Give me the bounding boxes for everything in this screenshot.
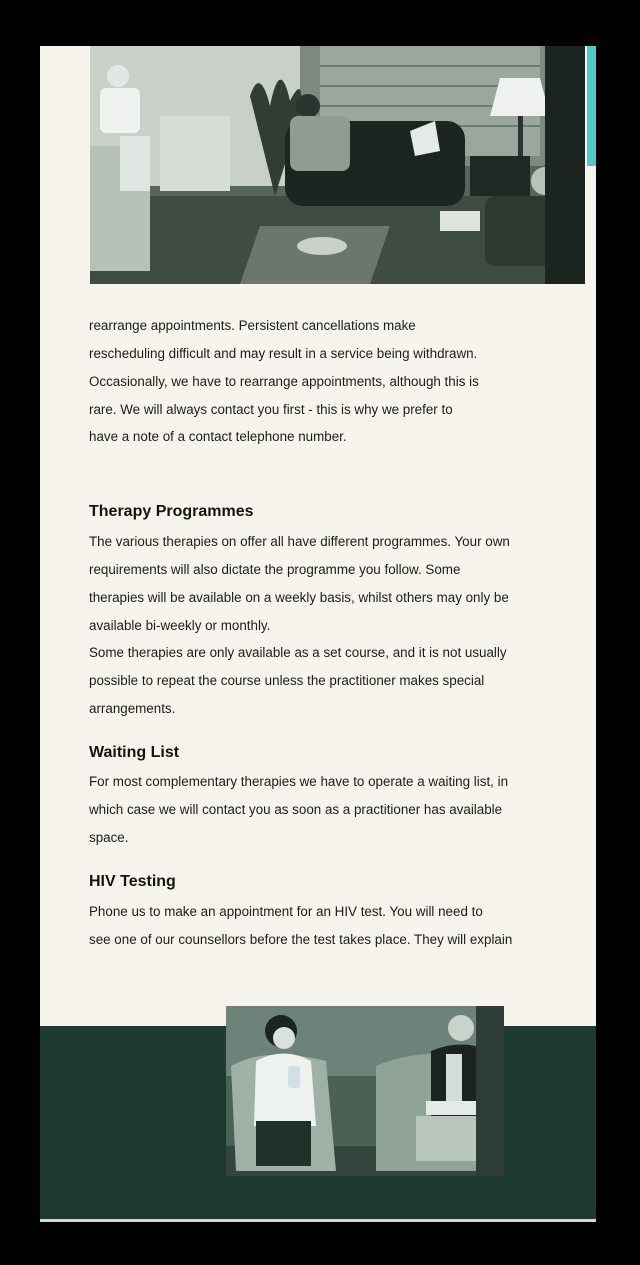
intro-line-1: rearrange appointments. Persistent cancellations make: [89, 318, 416, 333]
therapy-line-5: Some therapies are only available as a set course, and it is not usually: [89, 645, 507, 660]
therapy-line-3: therapies will be available on a weekly basis, whilst others may only be: [89, 590, 509, 605]
intro-line-2: rescheduling difficult and may result in a service being withdrawn.: [89, 346, 478, 361]
therapy-line-1: The various therapies on offer all have different programmes. Your own: [89, 534, 510, 549]
hiv-testing-heading: HIV Testing: [89, 873, 176, 890]
hiv-line-1: Phone us to make an appointment for an HIV test. You will need to: [89, 904, 483, 919]
therapy-programmes-heading: Therapy Programmes: [89, 503, 254, 520]
intro-line-4: rare. We will always contact you first - this is why we prefer to: [89, 402, 453, 417]
footer-divider: [40, 1219, 596, 1222]
waiting-line-2: which case we will contact you as soon as a practitioner has available: [89, 802, 503, 817]
waiting-list-heading: Waiting List: [89, 744, 180, 761]
intro-line-5: have a note of a contact telephone number.: [89, 429, 347, 444]
waiting-room-photo: [90, 46, 585, 284]
therapy-line-7: arrangements.: [89, 701, 176, 716]
waiting-line-3: space.: [89, 830, 129, 845]
cyan-edge-strip: [587, 46, 596, 166]
intro-line-3: Occasionally, we have to rearrange appointments, although this is: [89, 374, 479, 389]
therapy-line-2: requirements will also dictate the programme you follow. Some: [89, 562, 461, 577]
leaflet-page: [40, 46, 596, 1222]
therapy-line-6: possible to repeat the course unless the practitioner makes special: [89, 673, 485, 688]
waiting-line-1: For most complementary therapies we have to operate a waiting list, in: [89, 774, 509, 789]
counselling-photo: [226, 1006, 504, 1176]
therapy-line-4: available bi-weekly or monthly.: [89, 618, 271, 633]
hiv-line-2: see one of our counsellors before the test takes place. They will explain: [89, 932, 513, 947]
